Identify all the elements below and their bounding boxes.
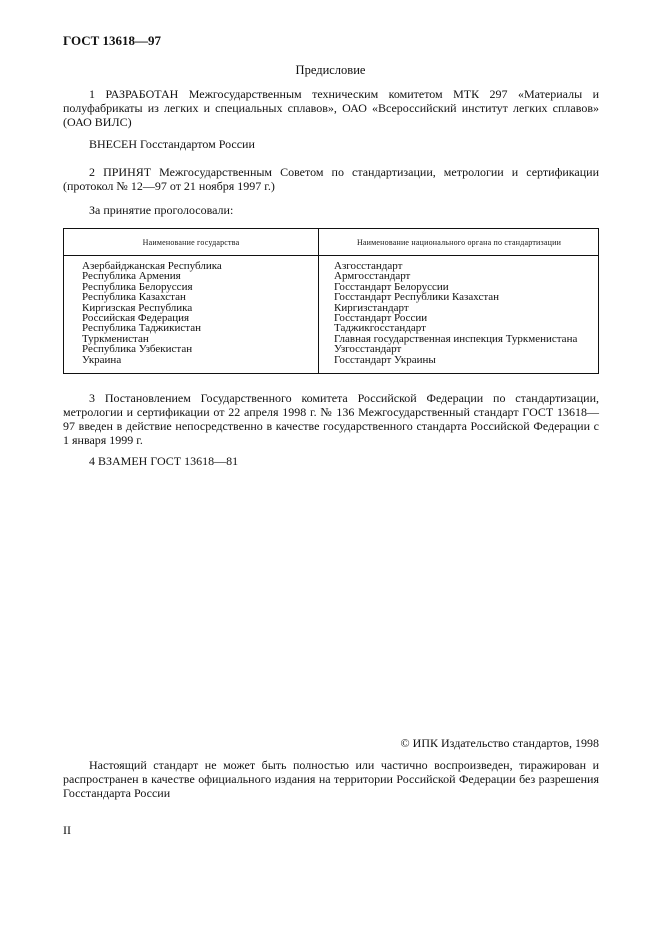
standards-body-name: Госстандарт России bbox=[334, 312, 428, 325]
state-name: Республика Таджикистан bbox=[82, 322, 201, 335]
paragraph-adopted-by: 2 ПРИНЯТ Межгосударственным Советом по стандартизации, метрологии и сертификации (протокол № 12—97 от 21 ноября 1997 г.) bbox=[63, 165, 599, 193]
state-name: Республика Белоруссия bbox=[82, 280, 193, 293]
standards-body-name: Госстандарт Белоруссии bbox=[334, 280, 449, 293]
standards-body-name: Госстандарт Республики Казахстан bbox=[334, 291, 500, 304]
standards-body-name: Главная государственная инспекция Туркменистана bbox=[334, 332, 578, 345]
standards-body-name: Госстандарт Украины bbox=[334, 353, 436, 366]
state-name: Республика Армения bbox=[82, 270, 181, 283]
paragraph-enacted-by: 3 Постановлением Государственного комитета Российской Федерации по стандартизации, метрологии и сертификации от 22 апреля 1998 г. № 136 Межгосударственный стандарт ГОСТ 13618—97 введен в действие непосредственно в качестве государственного стандарта Российской Федерации с 1 января 1999 г. bbox=[63, 391, 599, 447]
state-name: Российская Федерация bbox=[82, 312, 190, 325]
state-name-column bbox=[82, 261, 222, 365]
state-name: Украина bbox=[82, 353, 122, 366]
paragraph-developed-by: 1 РАЗРАБОТАН Межгосударственным техническим комитетом МТК 297 «Материалы и полуфабрикаты из легких и специальных сплавов», ОАО «Всероссийский институт легких сплавов» (ОАО ВИЛС) bbox=[63, 87, 599, 129]
copyright-line: © ИПК Издательство стандартов, 1998 bbox=[400, 736, 599, 750]
paragraph-introduced-by: ВНЕСЕН Госстандартом России bbox=[89, 137, 255, 151]
standards-body-name: Таджикгосстандарт bbox=[334, 322, 426, 335]
paragraph-replaces: 4 ВЗАМЕН ГОСТ 13618—81 bbox=[89, 454, 239, 468]
paragraph-voted-for: За принятие проголосовали: bbox=[89, 203, 234, 217]
table-header-state: Наименование государства bbox=[142, 238, 240, 247]
table-header-standards-body: Наименование национального органа по стандартизации bbox=[356, 238, 562, 247]
table-header-divider bbox=[64, 255, 598, 256]
document-code: ГОСТ 13618—97 bbox=[63, 33, 162, 48]
voting-states-table bbox=[63, 228, 599, 374]
reproduction-notice: Настоящий стандарт не может быть полностью или частично воспроизведен, тиражирован и распространен в качестве официального издания на территории Российской Федерации без разрешения Госстандарта России bbox=[63, 758, 599, 800]
state-name: Туркменистан bbox=[82, 332, 149, 345]
page-number: II bbox=[63, 823, 71, 837]
state-name: Азербайджанская Республика bbox=[82, 260, 222, 272]
standards-body-column bbox=[334, 261, 577, 365]
standards-body-name: Киргизстандарт bbox=[334, 301, 409, 314]
standards-body-name: Азгосстандарт bbox=[334, 260, 403, 272]
state-name: Киргизская Республика bbox=[82, 301, 193, 314]
table-column-divider bbox=[318, 229, 319, 373]
standards-body-name: Армгосстандарт bbox=[334, 270, 411, 283]
standards-body-name: Узгосстандарт bbox=[334, 343, 402, 356]
preface-title: Предисловие bbox=[295, 63, 366, 77]
state-name: Республика Казахстан bbox=[82, 291, 186, 304]
state-name: Республика Узбекистан bbox=[82, 343, 193, 356]
